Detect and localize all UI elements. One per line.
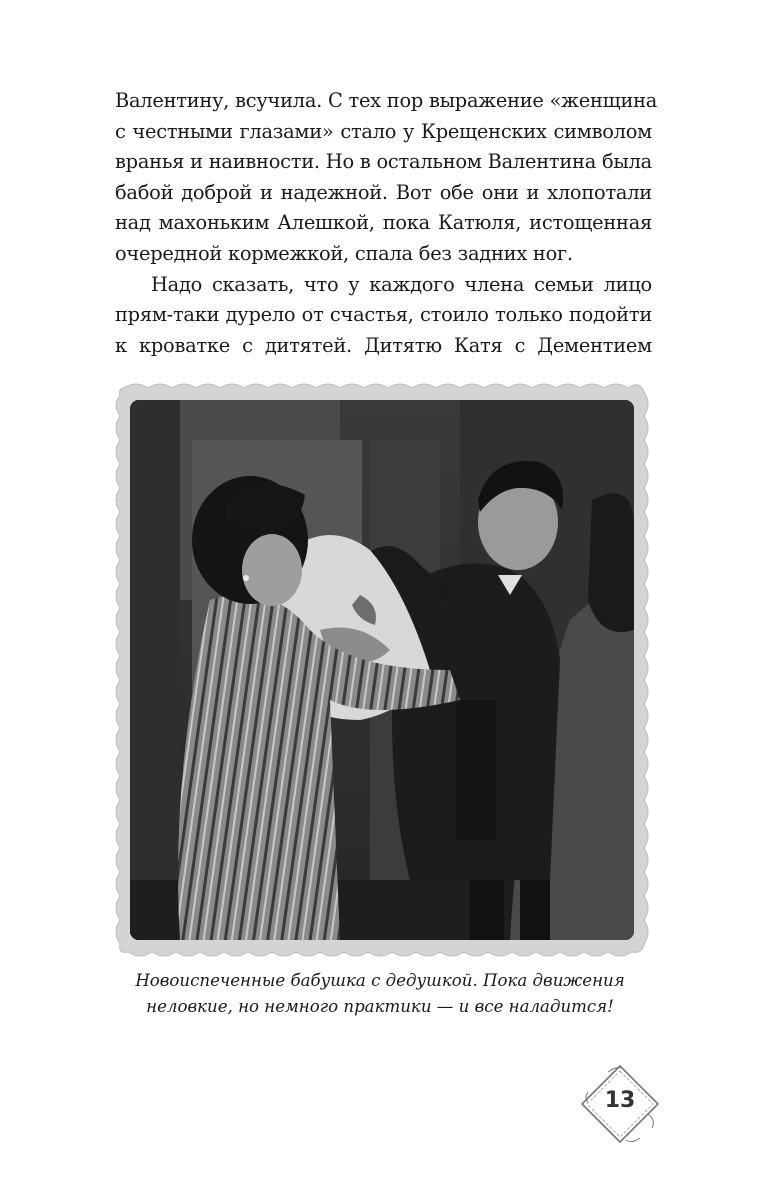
text-line: очередной кормежкой, спала без задних ног.: [115, 241, 573, 265]
text-line: с честными глазами» стало у Крещенских символом: [115, 119, 652, 143]
text-line: вранья и наивности. Но в остальном Валентина была: [115, 150, 652, 174]
text-line: Валентину, всучила. С тех пор выражение «женщина: [115, 89, 658, 112]
text-line: над махоньким Алешкой, пока Катюля, истощенная: [115, 211, 652, 235]
text-line: Надо сказать, что у каждого члена семьи лицо: [151, 272, 652, 296]
photo-caption: [100, 968, 660, 1020]
main-text: [115, 86, 658, 361]
family-photo: [130, 400, 634, 940]
page-number-badge: [578, 1062, 662, 1146]
page-number: 13: [604, 1088, 636, 1113]
caption-line: Новоиспеченные бабушка с дедушкой. Пока движения: [135, 971, 625, 990]
text-line: прям-таки дурело от счастья, стоило только подойти: [115, 303, 652, 327]
text-line: к кроватке с дитятей. Дитятю Катя с Дементием: [115, 333, 652, 357]
photo-frame: [112, 380, 652, 960]
caption-line: неловкие, но немного практики — и все наладится!: [146, 997, 614, 1016]
text-line: бабой доброй и надежной. Вот обе они и хлопотали: [115, 180, 652, 204]
